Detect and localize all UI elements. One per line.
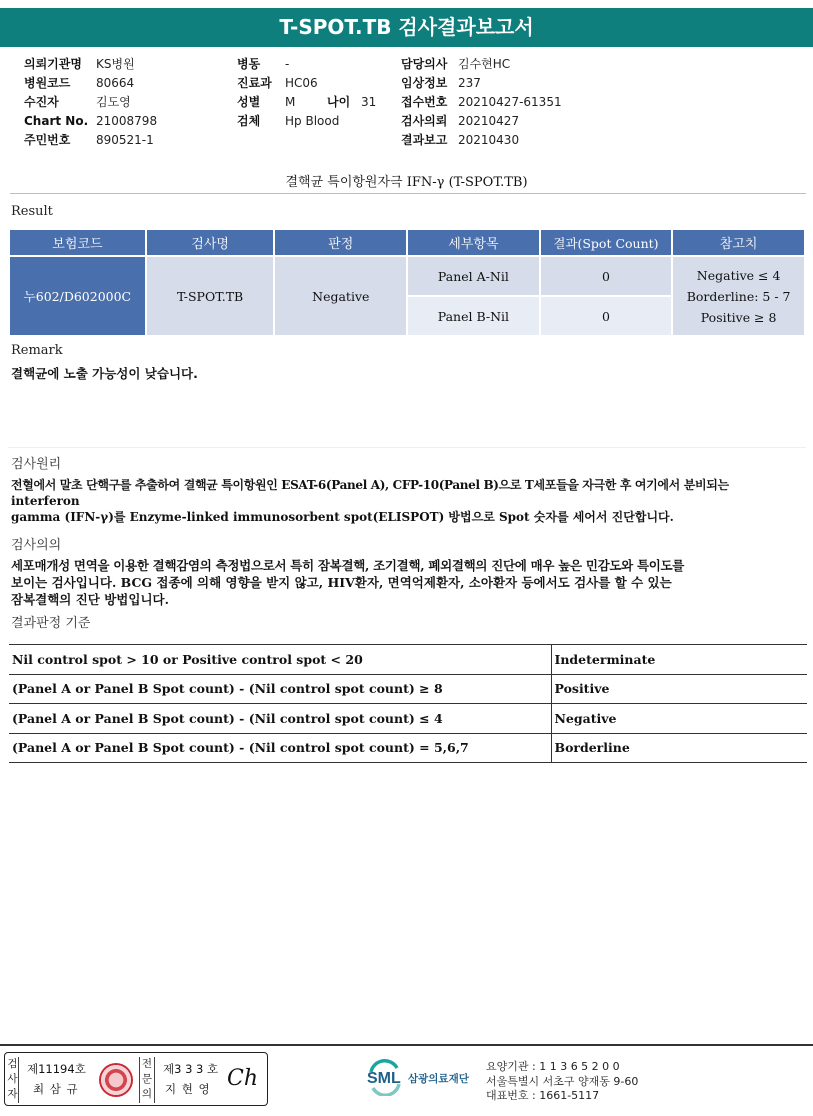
criteria-condition: (Panel A or Panel B Spot count) - (Nil control spot count) = 5,6,7 bbox=[9, 733, 551, 763]
doctor-value: 김수현HC bbox=[458, 57, 511, 71]
report-title: T-SPOT.TB 검사결과보고서 bbox=[0, 8, 813, 47]
resident-no-label: 주민번호 bbox=[24, 133, 71, 147]
sml-logo bbox=[365, 1058, 480, 1096]
header-reference: 참고치 bbox=[673, 230, 804, 255]
resident-no-value: 890521-1 bbox=[96, 133, 154, 147]
table-row bbox=[9, 733, 807, 763]
table-row bbox=[9, 645, 807, 675]
org-address: 서울특별시 서초구 양재동 9-60 bbox=[486, 1074, 639, 1088]
specialist-label: 전문의 bbox=[139, 1057, 155, 1103]
report-date-value: 20210430 bbox=[458, 133, 520, 147]
table-row bbox=[9, 674, 807, 704]
specimen-value: Hp Blood bbox=[285, 114, 340, 128]
significance-text bbox=[11, 557, 807, 608]
header-judgement: 판정 bbox=[275, 230, 406, 255]
test-name-cell: T-SPOT.TB bbox=[147, 257, 274, 335]
header-insurance-code: 보험코드 bbox=[10, 230, 145, 255]
age-label: 나이 bbox=[327, 95, 351, 109]
lab-info bbox=[486, 1060, 638, 1104]
criteria-result: Negative bbox=[551, 704, 807, 734]
hospital-code-value: 80664 bbox=[96, 76, 135, 90]
examiner-name: 최 삼 규 bbox=[33, 1082, 79, 1096]
header-col-1 bbox=[24, 55, 157, 150]
principle-line-3: gamma (IFN-γ)를 Enzyme-linked immunosorbent spot(ELISPOT) 방법으로 Spot 숫자를 세어서 진단합니다. bbox=[11, 510, 674, 524]
patient-label: 수진자 bbox=[24, 95, 59, 109]
request-date-label: 검사의뢰 bbox=[401, 114, 448, 128]
panel-a-count-cell: 0 bbox=[541, 257, 672, 295]
result-section-label: Result bbox=[11, 204, 53, 219]
criteria-condition: Nil control spot > 10 or Positive control spot < 20 bbox=[9, 645, 551, 675]
ward-label: 병동 bbox=[237, 57, 261, 71]
criteria-condition: (Panel A or Panel B Spot count) - (Nil control spot count) ≥ 8 bbox=[9, 674, 551, 704]
header-test-name: 검사명 bbox=[147, 230, 274, 255]
examiner-label: 검사자 bbox=[7, 1057, 19, 1103]
seal-stamp-icon bbox=[99, 1063, 133, 1097]
receipt-no-label: 접수번호 bbox=[401, 95, 448, 109]
insurance-code-cell: 누602/D602000C bbox=[10, 257, 145, 335]
panel-b-item-cell: Panel B-Nil bbox=[408, 297, 539, 335]
panel-b-count-cell: 0 bbox=[541, 297, 672, 335]
chart-no-label: Chart No. bbox=[24, 114, 89, 128]
table-row bbox=[10, 257, 804, 295]
principle-label: 검사원리 bbox=[11, 457, 62, 472]
report-date-label: 결과보고 bbox=[401, 133, 448, 147]
principle-line-1: 전혈에서 말초 단핵구를 추출하여 결핵균 특이항원인 ESAT-6(Panel A), CFP-10(Panel B)으로 T세포들을 자극한 후 여기에서 분비되는 bbox=[11, 478, 729, 492]
patient-value: 김도영 bbox=[96, 95, 131, 109]
significance-line-1: 세포매개성 면역을 이용한 결핵감염의 측정법으로서 특히 잠복결핵, 조기결핵, 폐외결핵의 진단에 매우 높은 민감도와 특이도를 bbox=[11, 558, 685, 573]
significance-label: 검사의의 bbox=[11, 538, 62, 553]
table-row bbox=[9, 704, 807, 734]
header-detail-item: 세부항목 bbox=[408, 230, 539, 255]
judgement-cell: Negative bbox=[275, 257, 406, 335]
specialist-no: 제3 3 3 호 bbox=[163, 1062, 219, 1076]
significance-line-3: 잠복결핵의 진단 방법입니다. bbox=[11, 592, 169, 607]
clinical-info-value: 237 bbox=[458, 76, 481, 90]
criteria-condition: (Panel A or Panel B Spot count) - (Nil control spot count) ≤ 4 bbox=[9, 704, 551, 734]
principle-line-2: interferon bbox=[11, 494, 80, 508]
criteria-result: Positive bbox=[551, 674, 807, 704]
hospital-code-label: 병원코드 bbox=[24, 76, 71, 90]
doctor-label: 담당의사 bbox=[401, 57, 448, 71]
receipt-no-value: 20210427-61351 bbox=[458, 95, 562, 109]
specimen-label: 검체 bbox=[237, 114, 261, 128]
reference-negative: Negative ≤ 4 bbox=[696, 267, 781, 283]
reference-positive: Positive ≥ 8 bbox=[700, 309, 777, 325]
sex-label: 성별 bbox=[237, 95, 261, 109]
remark-label: Remark bbox=[11, 343, 63, 358]
result-table bbox=[8, 228, 806, 337]
principle-text bbox=[11, 477, 807, 525]
header-col-3 bbox=[401, 55, 562, 150]
criteria-label: 결과판정 기준 bbox=[11, 616, 91, 631]
significance-line-2: 보이는 검사입니다. BCG 접종에 의해 영향을 받지 않고, HIV환자, 면역억제환자, 소아환자 등에서도 검사를 할 수 있는 bbox=[11, 575, 672, 590]
hospital-name-value: KS병원 bbox=[96, 57, 135, 71]
examiner-no: 제11194호 bbox=[27, 1062, 86, 1076]
criteria-result: Indeterminate bbox=[551, 645, 807, 675]
panel-a-item-cell: Panel A-Nil bbox=[408, 257, 539, 295]
ward-value: - bbox=[285, 57, 290, 71]
remark-box bbox=[8, 340, 806, 448]
org-phone: 대표번호 : 1661-5117 bbox=[486, 1089, 600, 1102]
result-header-row bbox=[10, 230, 804, 255]
specialist-name: 지 현 영 bbox=[165, 1082, 211, 1096]
hospital-name-label: 의뢰기관명 bbox=[24, 57, 82, 71]
logo-text: SML bbox=[367, 1070, 401, 1087]
department-value: HC06 bbox=[285, 76, 318, 90]
reference-cell bbox=[673, 257, 804, 335]
clinical-info-label: 임상정보 bbox=[401, 76, 448, 90]
chart-no-value: 21008798 bbox=[96, 114, 158, 128]
org-code: 요양기관 : 1 1 3 6 5 2 0 0 bbox=[486, 1060, 620, 1073]
department-label: 진료과 bbox=[237, 76, 272, 90]
remark-text: 결핵균에 노출 가능성이 낮습니다. bbox=[11, 366, 198, 381]
reference-borderline: Borderline: 5 - 7 bbox=[686, 288, 791, 304]
footer-divider bbox=[0, 1044, 813, 1046]
age-value: 31 bbox=[361, 95, 377, 109]
signature-mark: Ch bbox=[227, 1066, 259, 1091]
signature-box bbox=[4, 1052, 268, 1106]
subtitle-divider bbox=[10, 193, 806, 194]
criteria-table bbox=[9, 644, 807, 763]
test-subtitle: 결핵균 특이항원자극 IFN-γ (T-SPOT.TB) bbox=[285, 175, 528, 190]
header-result-count: 결과(Spot Count) bbox=[541, 230, 672, 255]
org-name: 삼광의료재단 bbox=[408, 1073, 469, 1085]
request-date-value: 20210427 bbox=[458, 114, 520, 128]
header-col-2 bbox=[237, 55, 376, 131]
criteria-result: Borderline bbox=[551, 733, 807, 763]
sex-value: M bbox=[285, 95, 296, 109]
